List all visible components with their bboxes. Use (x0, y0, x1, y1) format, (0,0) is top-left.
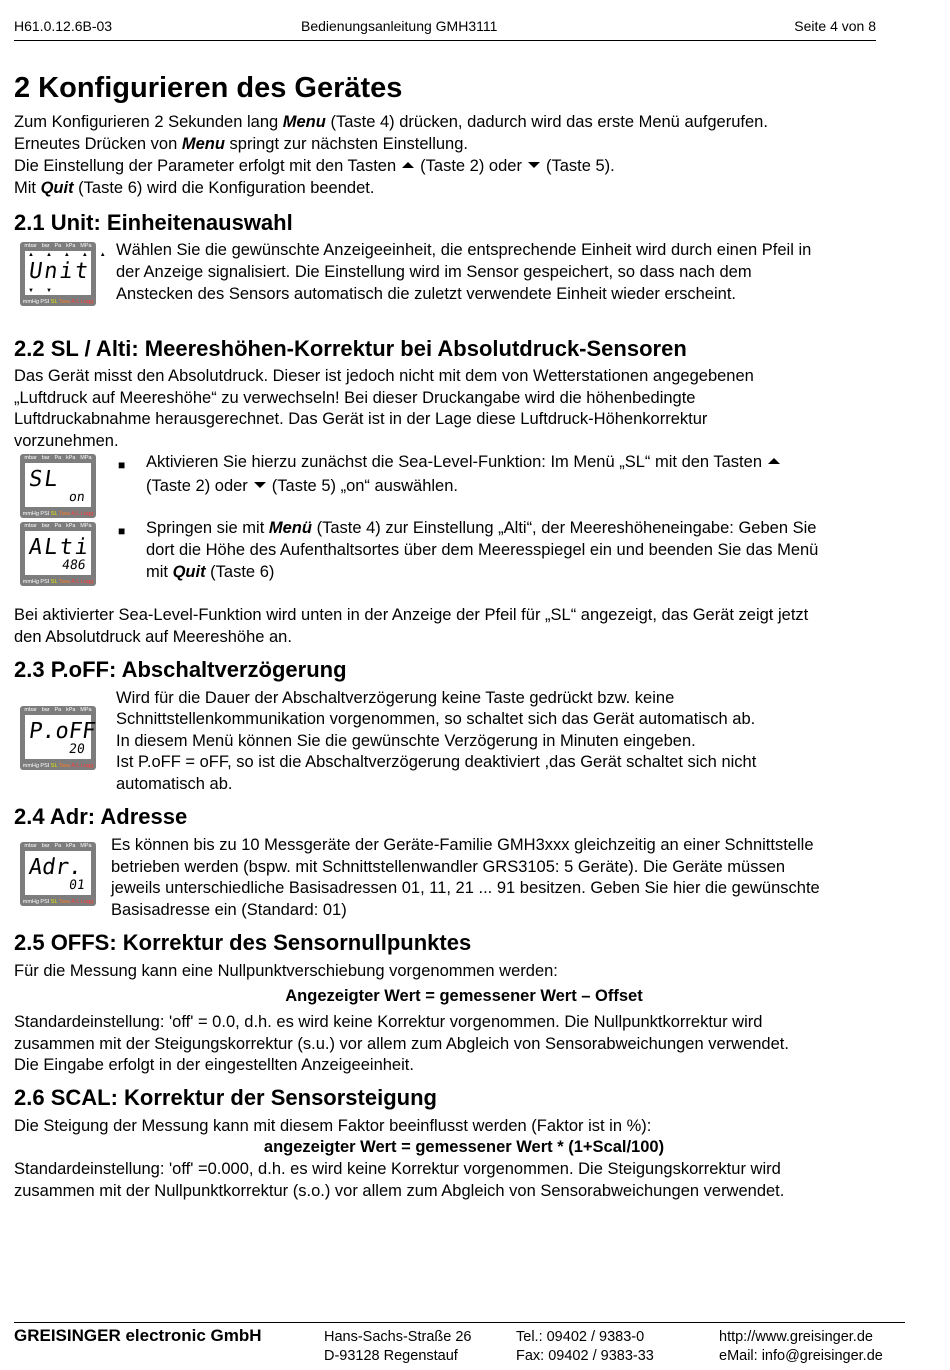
doc-id: H61.0.12.6B-03 (14, 18, 113, 34)
footer-company: GREISINGER electronic GmbH (14, 1326, 262, 1345)
s24-line-1: Es können bis zu 10 Messgeräte der Geräte-Familie GMH3xxx gleichzeitig an einer Schnittstelle (111, 836, 814, 854)
arrow-up-icon (402, 162, 414, 168)
s21-line-1: Wählen Sie die gewünschte Anzeigeeinheit, die entsprechende Einheit wird durch einen Pfeil in (116, 241, 812, 259)
s26-intro: Die Steigung der Messung kann mit diesem Faktor beeinflusst werden (Faktor ist in %): (14, 1117, 652, 1135)
s22-line-2: „Luftdruck auf Meereshöhe“ zu verwechseln! Bei dieser Druckangabe wird die höhenbedingte (14, 389, 696, 407)
s22-bullet-1-line-2: (Taste 2) oder (Taste 5) „on“ auswählen. (146, 477, 458, 495)
s25-formula: Angezeigter Wert = gemessener Wert – Offset (285, 987, 643, 1005)
s22-line-1: Das Gerät misst den Absolutdruck. Dieser ist jedoch nicht mit dem von Wetterstationen angegebenen (14, 367, 754, 385)
s22-line-3: Luftdruckabnahme herausgerechnet. Das Gerät ist in der Lage diese Luftdruck-Höhenkorrektur (14, 410, 708, 428)
section-2-4-heading: 2.4 Adr: Adresse (14, 804, 188, 829)
s23-line-4: Ist P.oFF = oFF, so ist die Abschaltverzögerung deaktiviert ,das Gerät schaltet sich nicht (116, 753, 757, 771)
s23-line-1: Wird für die Dauer der Abschaltverzögerung keine Taste gedrückt bzw. keine (116, 689, 675, 707)
section-2-3-heading: 2.3 P.oFF: Abschaltverzögerung (14, 657, 347, 682)
s23-line-2: Schnittstellenkommunikation vorgenommen, so schaltet sich das Gerät automatisch ab. (116, 710, 756, 728)
s2-line-2: Erneutes Drücken von Menu springt zur nächsten Einstellung. (14, 135, 468, 153)
arrow-down-icon (528, 162, 540, 168)
footer-web-link[interactable]: http://www.greisinger.de (719, 1329, 873, 1345)
footer-email-link[interactable]: eMail: info@greisinger.de (719, 1348, 883, 1364)
section-2-5-heading: 2.5 OFFS: Korrektur des Sensornullpunktes (14, 930, 472, 955)
footer-city: D-93128 Regenstauf (324, 1348, 458, 1364)
lcd-poff-icon: mbar bar Pa kPa MPa P.oFF 20 mmHg PSI SL Tara A.L Logg (20, 706, 96, 770)
s22-after-2: den Absolutdruck auf Meereshöhe an. (14, 628, 292, 646)
s25-line-2: zusammen mit der Steigungskorrektur (s.u.) vor allem zum Abgleich von Sensorabweichungen verwendet. (14, 1035, 789, 1053)
section-2-2-heading: 2.2 SL / Alti: Meereshöhen-Korrektur bei Absolutdruck-Sensoren (14, 336, 687, 361)
s24-line-3: jeweils unterschiedliche Basisadressen 01, 11, 21 ... 91 besitzen. Geben Sie hier die gewünschte (111, 879, 820, 897)
s22-bullet-2-line-3: mit Quit (Taste 6) (146, 563, 275, 581)
s26-line-1: Standardeinstellung: 'off' =0.000, d.h. es wird keine Korrektur vorgenommen. Die Steigungskorrektur wird (14, 1160, 781, 1178)
section-2-6-heading: 2.6 SCAL: Korrektur der Sensorsteigung (14, 1085, 437, 1110)
footer-divider (14, 1322, 905, 1323)
s22-bullet-2-line-1: Springen sie mit Menü (Taste 4) zur Einstellung „Alti“, der Meereshöheneingabe: Geben Sie (146, 519, 817, 537)
footer-tel: Tel.: 09402 / 9383-0 (516, 1329, 645, 1345)
s2-line-1: Zum Konfigurieren 2 Sekunden lang Menu (Taste 4) drücken, dadurch wird das erste Menü aufgerufen. (14, 113, 768, 131)
section-2-heading: 2 Konfigurieren des Gerätes (14, 72, 403, 104)
page-header (14, 18, 876, 41)
s22-bullet-1-line-1: Aktivieren Sie hierzu zunächst die Sea-Level-Funktion: Im Menü „SL“ mit den Tasten (146, 452, 786, 474)
s26-formula: angezeigter Wert = gemessener Wert * (1+Scal/100) (263, 1138, 665, 1156)
s26-line-2: zusammen mit der Nullpunktkorrektur (s.o.) vor allem zum Abgleich von Sensorabweichungen verwendet. (14, 1182, 785, 1200)
s23-line-5: automatisch ab. (116, 775, 233, 793)
s21-line-2: der Anzeige signalisiert. Die Einstellung wird im Sensor gespeichert, so dass nach dem (116, 263, 752, 281)
s25-line-3: Die Eingabe erfolgt in der eingestellten Anzeigeeinheit. (14, 1056, 414, 1074)
s22-after-1: Bei aktivierter Sea-Level-Funktion wird unten in der Anzeige der Pfeil für „SL“ angezeigt, das Gerät zeigt jetzt (14, 606, 809, 624)
s22-bullet-2-line-2: dort die Höhe des Aufenthaltsortes über dem Meeresspiegel ein und beenden Sie das Menü (146, 541, 819, 559)
bullet-icon: ■ (118, 524, 126, 538)
s25-line-1: Standardeinstellung: 'off' = 0.0, d.h. es wird keine Korrektur vorgenommen. Die Nullpunktkorrektur wird (14, 1013, 763, 1031)
lcd-sl-icon: mbar bar Pa kPa MPa SL on mmHg PSI SL Tara A.L Logg (20, 454, 96, 518)
lcd-unit-icon: mbar bar Pa kPa MPa ▲▲▲▲▲ Unit ▼▼ mmHg PSI SL Tara A.L Logg (20, 242, 96, 306)
page-number: Seite 4 von 8 (794, 18, 876, 34)
lcd-adr-icon: mbar bar Pa kPa MPa Adr. 01 mmHg PSI SL Tara A.L Logg (20, 842, 96, 906)
s24-line-4: Basisadresse ein (Standard: 01) (111, 901, 347, 919)
bullet-icon: ■ (118, 458, 126, 472)
s21-line-3: Anstecken des Sensors automatisch die zuletzt verwendete Einheit wieder erscheint. (116, 285, 736, 303)
lcd-alti-icon: mbar bar Pa kPa MPa ALti 486 mmHg PSI SL Tara A.L Logg (20, 522, 96, 586)
s23-line-3: In diesem Menü können Sie die gewünschte Verzögerung in Minuten eingeben. (116, 732, 696, 750)
s2-line-4: Mit Quit (Taste 6) wird die Konfiguration beendet. (14, 179, 375, 197)
footer-street: Hans-Sachs-Straße 26 (324, 1329, 472, 1345)
s2-line-3: Die Einstellung der Parameter erfolgt mit den Tasten (Taste 2) oder (Taste 5). (14, 157, 615, 175)
s25-intro: Für die Messung kann eine Nullpunktverschiebung vorgenommen werden: (14, 962, 558, 980)
section-2-1-heading: 2.1 Unit: Einheitenauswahl (14, 210, 293, 235)
s22-line-4: vorzunehmen. (14, 432, 119, 450)
doc-title: Bedienungsanleitung GMH3111 (301, 18, 498, 34)
arrow-down-icon (254, 482, 266, 488)
footer-fax: Fax: 09402 / 9383-33 (516, 1348, 654, 1364)
arrow-up-icon (768, 458, 780, 464)
s24-line-2: betrieben werden (bspw. mit Schnittstellenwandler GRS3105: 5 Geräte). Die Geräte müssen (111, 858, 786, 876)
